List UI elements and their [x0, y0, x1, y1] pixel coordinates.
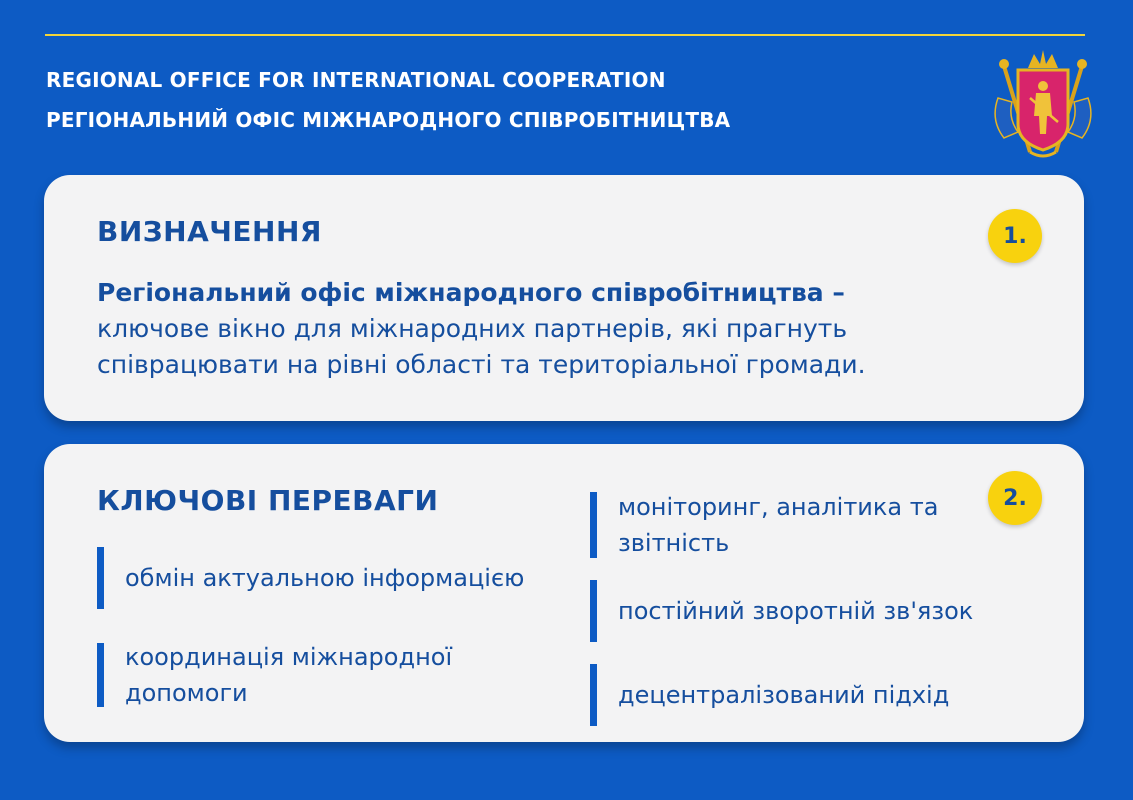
top-divider [45, 34, 1085, 36]
definition-card [44, 175, 1084, 421]
advantage-item [590, 580, 973, 642]
definition-text-rest: ключове вікно для міжнародних партнерів, які прагнуть співрацювати на рівні області та територіальної громади. [97, 314, 866, 379]
coat-of-arms-icon [990, 46, 1096, 162]
definition-text-bold: Регіональний офіс міжнародного співробітництва – [97, 278, 845, 307]
advantages-card [44, 444, 1084, 742]
advantage-item [97, 643, 505, 707]
advantage-item-label: постійний зворотній зв'язок [618, 597, 974, 625]
advantage-item-label: обмін актуальною інформацією [125, 564, 525, 592]
definition-text [97, 275, 1017, 383]
advantage-item-label: координація міжнародної допомоги [125, 643, 453, 707]
definition-title: ВИЗНАЧЕННЯ [97, 215, 322, 248]
badge-2: 2. [988, 471, 1042, 525]
advantage-item-label: децентралізований підхід [618, 681, 950, 709]
header-title-en: REGIONAL OFFICE FOR INTERNATIONAL COOPERATION [46, 68, 666, 92]
advantage-item-label: моніторинг, аналітика та звітність [618, 493, 939, 557]
advantage-item [97, 547, 524, 609]
advantage-item [590, 492, 948, 558]
advantage-item [590, 664, 949, 726]
advantages-title: КЛЮЧОВІ ПЕРЕВАГИ [97, 484, 439, 517]
header-title-ua: РЕГІОНАЛЬНИЙ ОФІС МІЖНАРОДНОГО СПІВРОБІТНИЦТВА [46, 108, 731, 132]
badge-1: 1. [988, 209, 1042, 263]
